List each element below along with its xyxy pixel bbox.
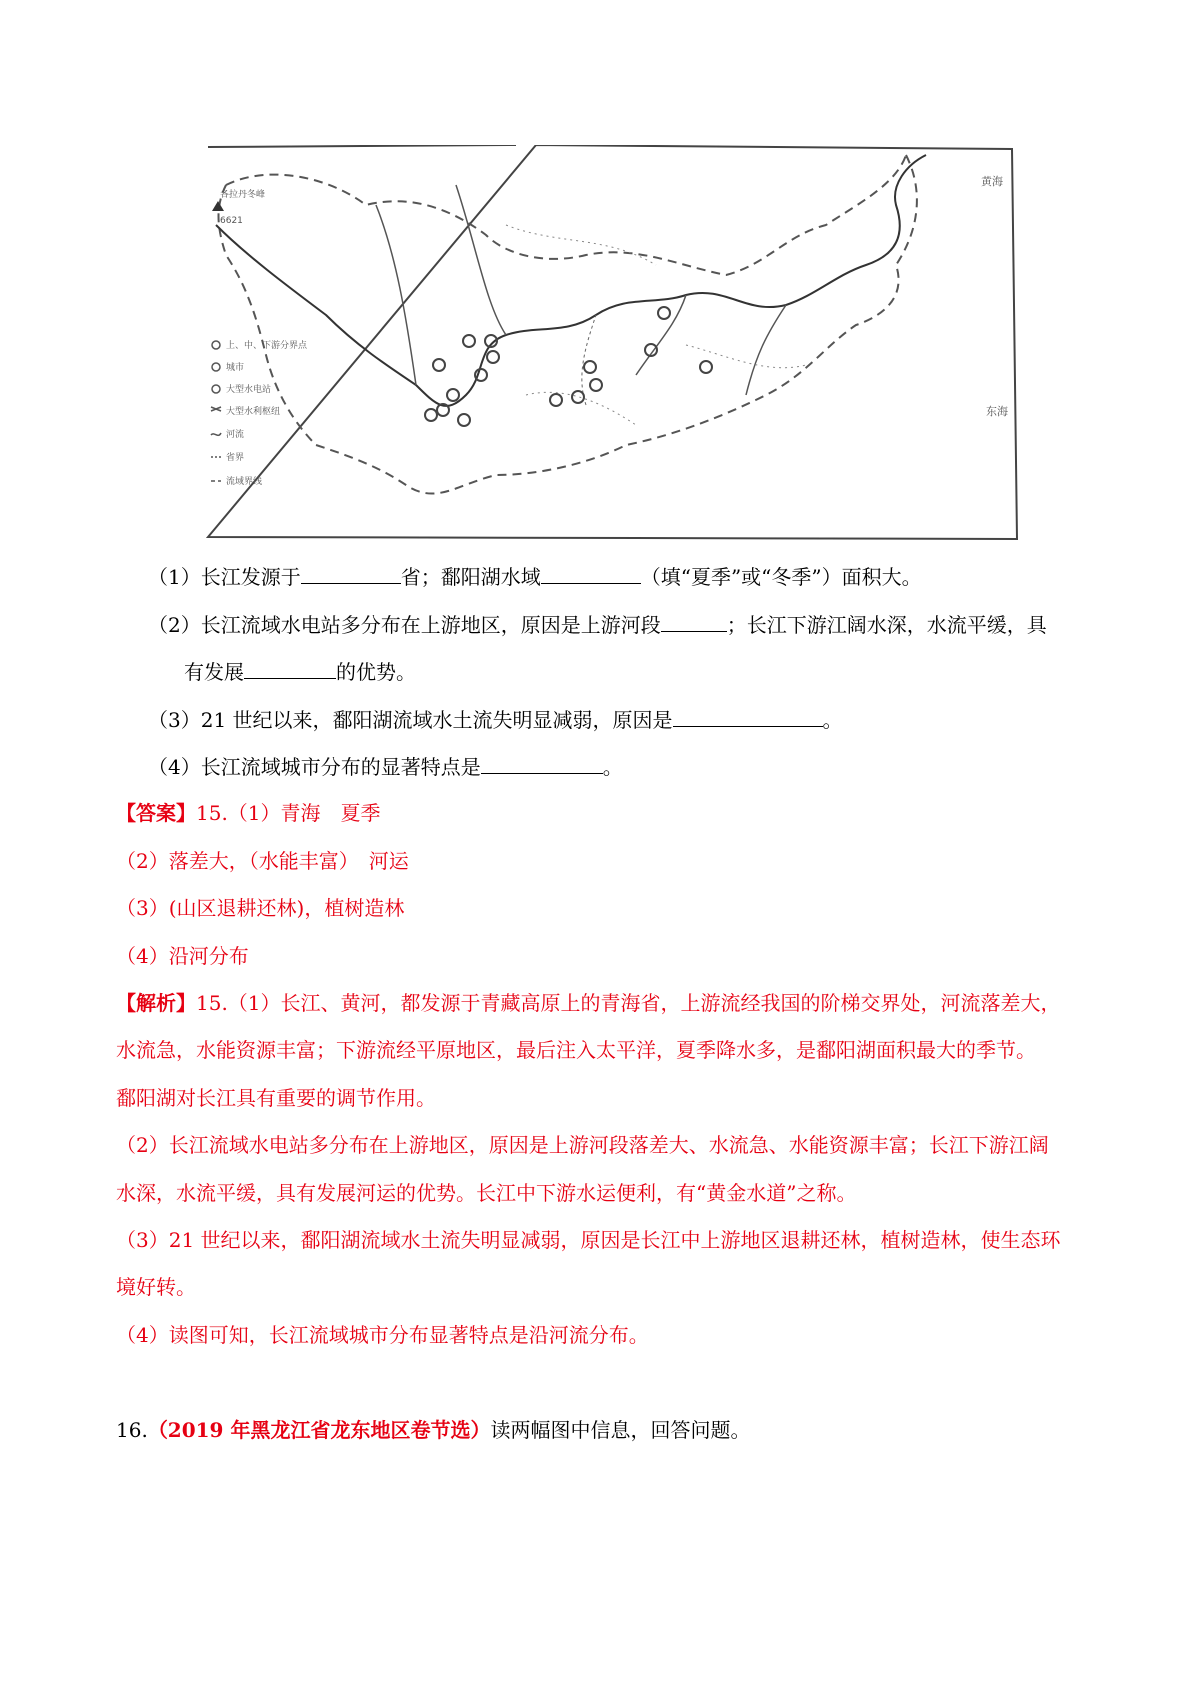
station-marker (584, 361, 596, 373)
station-marker (458, 414, 470, 426)
question-2: （2）长江流域水电站多分布在上游地区，原因是上游河段 ；长江下游江阔水深，水流平缓，具 (148, 613, 1047, 637)
sea-label: 黄海 (981, 175, 1003, 188)
peak-elevation: 6621 (220, 216, 243, 226)
answer-blank[interactable] (301, 563, 401, 584)
answer-line-1: 【答案】15.（1）青海 夏季 (116, 801, 381, 825)
analysis-line-8: （4）读图可知，长江流域城市分布显著特点是沿河流分布。 (116, 1323, 649, 1347)
question-1: （1）长江发源于 省；鄱阳湖水域 （填“夏季”或“冬季”）面积大。 (148, 565, 922, 589)
sea-label-2: 东海 (986, 405, 1008, 418)
question-source: （2019 年黑龙江省龙东地区卷节选） (147, 1418, 491, 1442)
answer-blank[interactable] (541, 563, 641, 584)
answer-blank[interactable] (481, 753, 603, 774)
peak-label: 各拉丹冬峰 (220, 190, 266, 200)
station-markers (425, 307, 712, 426)
analysis-tag: 【解析】 (116, 991, 196, 1015)
legend-item: 大型水电站 (226, 385, 272, 395)
analysis-line-7: 境好转。 (116, 1275, 196, 1299)
peak-icon (212, 201, 224, 211)
question-16: 16.（2019 年黑龙江省龙东地区卷节选）读两幅图中信息，回答问题。 (116, 1418, 751, 1442)
station-marker (425, 409, 437, 421)
question-4: （4）长江流域城市分布的显著特点是 。 (148, 755, 623, 779)
yangtze-river (216, 155, 926, 406)
station-marker (658, 307, 670, 319)
station-marker (590, 379, 602, 391)
station-marker (487, 351, 499, 363)
analysis-line-2: 水流急，水能资源丰富；下游流经平原地区，最后注入太平洋，夏季降水多，是鄱阳湖面积最大的季节。 (116, 1038, 1036, 1062)
tributary (456, 185, 506, 335)
station-marker (447, 389, 459, 401)
legend-item: 大型水利枢纽 (226, 407, 281, 417)
answer-blank[interactable] (661, 611, 727, 632)
station-marker (463, 335, 475, 347)
answer-line-2: （2）落差大，（水能丰富） 河运 (116, 849, 409, 873)
legend-item: 流域界线 (226, 477, 263, 487)
map-legend (211, 339, 308, 487)
station-marker (572, 391, 584, 403)
basin-boundary (219, 155, 917, 494)
question-2-cont: 有发展 的优势。 (184, 660, 416, 684)
station-marker (550, 394, 562, 406)
answer-line-3: （3）(山区退耕还林)，植树造林 (116, 896, 405, 920)
legend-item: 上、中、下游分界点 (226, 341, 308, 351)
legend-item: 河流 (226, 430, 245, 440)
legend-item: 省界 (226, 453, 245, 463)
station-marker (700, 361, 712, 373)
legend-item: 城市 (226, 363, 245, 373)
answer-blank[interactable] (244, 658, 336, 679)
analysis-line-3: 鄱阳湖对长江具有重要的调节作用。 (116, 1086, 436, 1110)
yangtze-basin-map (206, 145, 1019, 541)
analysis-line-1: 【解析】15.（1）长江、黄河，都发源于青藏高原上的青海省，上游流经我国的阶梯交界处，河流落差大， (116, 991, 1061, 1015)
province-border (506, 225, 806, 425)
answer-tag: 【答案】 (116, 801, 196, 825)
station-marker (433, 359, 445, 371)
tributary (746, 305, 786, 395)
analysis-line-4: （2）长江流域水电站多分布在上游地区，原因是上游河段落差大、水流急、水能资源丰富；长江下游江阔 (116, 1133, 1049, 1157)
analysis-line-5: 水深，水流平缓，具有发展河运的优势。长江中下游水运便利，有“黄金水道”之称。 (116, 1181, 857, 1205)
answer-line-4: （4）沿河分布 (116, 944, 249, 968)
answer-blank[interactable] (673, 706, 823, 727)
analysis-line-6: （3）21 世纪以来，鄱阳湖流域水土流失明显减弱，原因是长江中上游地区退耕还林，植树造林，使生态环 (116, 1228, 1061, 1252)
question-3: （3）21 世纪以来，鄱阳湖流域水土流失明显减弱，原因是 。 (148, 708, 843, 732)
